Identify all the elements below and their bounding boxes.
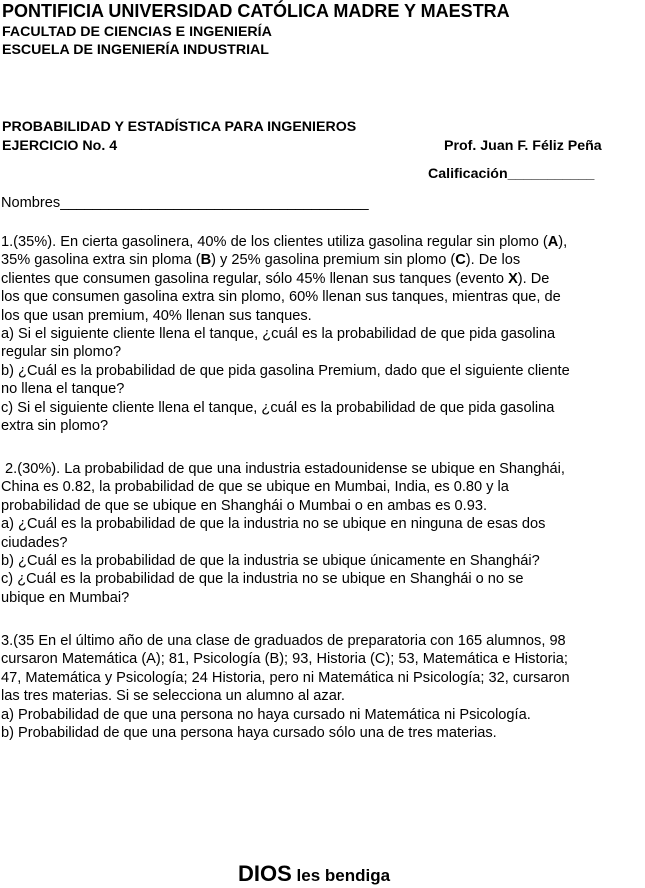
footer-les-bendiga: les bendiga xyxy=(291,866,391,885)
footer-dios: DIOS xyxy=(238,861,292,886)
problem-3-b-line-1: b) Probabilidad de que una persona haya cursado sólo una de tres materias. xyxy=(1,725,497,742)
problem-2-b-line-1: b) ¿Cuál es la probabilidad de que la industria se ubique únicamente en Shanghái? xyxy=(1,553,540,570)
school-title: ESCUELA DE INGENIERÍA INDUSTRIAL xyxy=(2,42,269,58)
faculty-title: FACULTAD DE CIENCIAS E INGENIERÍA xyxy=(2,24,272,40)
problem-1-a-line-2: regular sin plomo? xyxy=(1,344,122,361)
university-title: PONTIFICIA UNIVERSIDAD CATÓLICA MADRE Y MAESTRA xyxy=(2,1,510,21)
problem-3-line-1: 3.(35 En el último año de una clase de graduados de preparatoria con 165 alumnos, 98 xyxy=(1,633,566,649)
course-title: PROBABILIDAD Y ESTADÍSTICA PARA INGENIEROS xyxy=(2,119,357,135)
problem-1-c-line-1: c) Si el siguiente cliente llena el tanque, ¿cuál es la probabilidad de que pida gasolina xyxy=(1,399,555,416)
problem-2-line-1: 2.(30%). La probabilidad de que una industria estadounidense se ubique en Shanghái, xyxy=(1,461,565,477)
problem-1-b-line-2: no llena el tanque? xyxy=(1,381,125,398)
problem-1-line-5: los que usan premium, 40% llenan sus tanques. xyxy=(1,307,312,324)
names-label: Nombres xyxy=(1,195,61,211)
problem-2 xyxy=(1,460,641,607)
names-field xyxy=(1,195,369,211)
names-blank: ______________________________________ xyxy=(60,195,369,211)
problem-2-a-line-1: a) ¿Cuál es la probabilidad de que la industria no se ubique en ninguna de esas dos xyxy=(1,516,546,533)
problem-2-c-line-1: c) ¿Cuál es la probabilidad de que la industria no se ubique en Shanghái o no se xyxy=(1,571,524,588)
problem-1-line-2: 35% gasolina extra sin ploma (B) y 25% gasolina premium sin plomo (C). De los xyxy=(1,252,521,269)
exercise-number: EJERCICIO No. 4 xyxy=(2,138,118,154)
problem-3 xyxy=(1,632,641,742)
professor-name: Prof. Juan F. Féliz Peña xyxy=(444,138,602,154)
grade-field xyxy=(428,166,594,182)
problem-1-line-3: clientes que consumen gasolina regular, sólo 45% llenan sus tanques (evento X). De xyxy=(1,270,550,287)
problem-1-a-line-1: a) Si el siguiente cliente llena el tanque, ¿cuál es la probabilidad de que pida gasolina xyxy=(1,326,556,343)
problem-2-line-2: China es 0.82, la probabilidad de que se ubique en Mumbai, India, es 0.80 y la xyxy=(1,479,509,496)
problem-1-line-1: 1.(35%). En cierta gasolinera, 40% de los clientes utiliza gasolina regular sin plomo (A), xyxy=(1,234,568,250)
grade-label: Calificación xyxy=(428,166,508,182)
problem-2-line-3: probabilidad de que se ubique en Shanghái o Mumbai o en ambas es 0.93. xyxy=(1,497,487,514)
problem-1 xyxy=(1,233,641,435)
problem-1-b-line-1: b) ¿Cuál es la probabilidad de que pida gasolina Premium, dado que el siguiente cliente xyxy=(1,362,570,379)
footer-blessing xyxy=(238,861,390,887)
problem-3-line-2: cursaron Matemática (A); 81, Psicología (B); 93, Historia (C); 53, Matemática e Historia; xyxy=(1,651,568,668)
problem-1-line-4: los que consumen gasolina extra sin plomo, 60% llenan sus tanques, mientras que, de xyxy=(1,289,561,306)
problem-3-line-4: las tres materias. Si se selecciona un alumno al azar. xyxy=(1,688,345,705)
grade-blank: ___________ xyxy=(507,166,595,182)
problem-3-a-line-1: a) Probabilidad de que una persona no haya cursado ni Matemática ni Psicología. xyxy=(1,706,531,723)
problem-3-line-3: 47, Matemática y Psicología; 24 Historia, pero ni Matemática ni Psicología; 32, cursaron xyxy=(1,669,570,686)
problem-2-a-line-2: ciudades? xyxy=(1,534,68,551)
problem-2-c-line-2: ubique en Mumbai? xyxy=(1,589,130,606)
problem-1-c-line-2: extra sin plomo? xyxy=(1,418,109,435)
